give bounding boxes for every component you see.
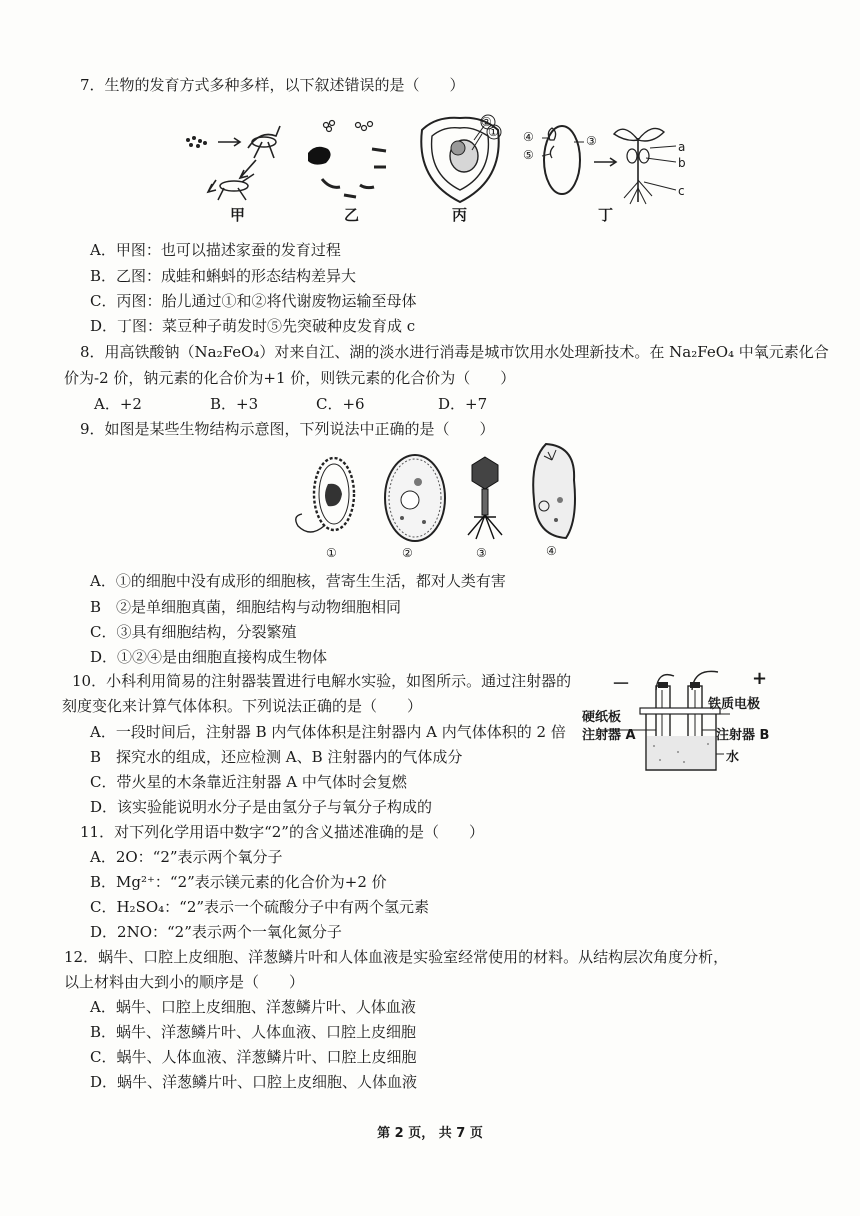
q7-figure-yi [300, 115, 395, 205]
q7-mark-4: ④ [523, 130, 534, 144]
q9-label-3: ③ [476, 546, 487, 560]
q7-mark-2: ② [481, 115, 492, 129]
q8-line1: 8．用高铁酸钠（Na₂FeO₄）对来自江、湖的淡水进行消毒是城市饮用水处理新技术。在 Na₂FeO₄ 中氧元素化合 [80, 343, 829, 361]
q9-figure-protozoan [526, 440, 584, 542]
q11-option-b: B．Mg²⁺：“2”表示镁元素的化合价为+2 价 [90, 873, 387, 891]
q10-water-label: 水 [726, 750, 740, 765]
q7-mark-c: c [678, 184, 685, 198]
page-number-footer: 第 2 页， 共 7 页 [377, 1126, 483, 1141]
q8-option-b: B．+3 [210, 395, 259, 413]
q10-syringe-b-label: 注射器 B [716, 728, 770, 743]
q10-option-b: B 探究水的组成，还应检测 A、B 注射器内的气体成分 [90, 748, 463, 766]
q12-option-b: B．蜗牛、洋葱鳞片叶、人体血液、口腔上皮细胞 [90, 1023, 417, 1041]
q7-mark-a: a [678, 140, 686, 154]
q8-option-c: C．+6 [316, 395, 365, 413]
q9-figure-yeast [382, 452, 448, 544]
q10-board-label: 硬纸板 [582, 710, 622, 725]
q7-option-a: A．甲图：也可以描述家蚕的发育过程 [90, 241, 341, 259]
q9-option-d: D．①②④是由细胞直接构成生物体 [90, 648, 328, 666]
q10-line1: 10．小科利用简易的注射器装置进行电解水实验，如图所示。通过注射器的 [72, 672, 572, 690]
q10-line2: 刻度变化来计算气体体积。下列说法正确的是（ ） [62, 697, 423, 715]
q9-figure-phage [462, 455, 508, 541]
q12-option-c: C．蜗牛、人体血液、洋葱鳞片叶、口腔上皮细胞 [90, 1048, 417, 1066]
q7-caption-yi: 乙 [344, 206, 360, 224]
q7-option-b: B．乙图：成蛙和蝌蚪的形态结构差异大 [90, 267, 357, 285]
q7-mark-5: ⑤ [523, 148, 534, 162]
q9-stem: 9．如图是某些生物结构示意图，下列说法中正确的是（ ） [80, 420, 495, 438]
q8-option-d: D．+7 [438, 395, 488, 413]
q8-option-a: A．+2 [94, 395, 142, 413]
q7-caption-ding: 丁 [598, 206, 614, 224]
q11-option-a: A．2O：“2”表示两个氧分子 [90, 848, 283, 866]
q7-figure-jia [180, 118, 290, 208]
q12-line1: 12．蜗牛、口腔上皮细胞、洋葱鳞片叶和人体血液是实验室经常使用的材料。从结构层次角度分析， [64, 948, 729, 966]
q9-label-1: ① [326, 546, 337, 560]
q7-mark-1: ① [488, 125, 499, 139]
q7-caption-jia: 甲 [230, 206, 246, 224]
q9-label-4: ④ [546, 544, 557, 558]
q11-stem: 11．对下列化学用语中数字“2”的含义描述准确的是（ ） [80, 823, 484, 841]
q9-option-c: C．③具有细胞结构，分裂繁殖 [90, 623, 297, 641]
q10-option-a: A．一段时间后，注射器 B 内气体体积是注射器内 A 内气体体积的 2 倍 [90, 723, 566, 741]
q7-option-c: C．丙图：胎儿通过①和②将代谢废物运输至母体 [90, 292, 417, 310]
q12-option-d: D．蜗牛、洋葱鳞片叶、口腔上皮细胞、人体血液 [90, 1073, 418, 1091]
q10-plus-sign: + [752, 668, 768, 689]
q11-option-c: C．H₂SO₄：“2”表示一个硫酸分子中有两个氢元素 [90, 898, 430, 916]
q7-option-d: D．丁图：菜豆种子萌发时⑤先突破种皮发育成 c [90, 317, 416, 335]
q9-label-2: ② [402, 546, 413, 560]
q9-option-a: A．①的细胞中没有成形的细胞核，营寄生生活，都对人类有害 [90, 572, 506, 590]
q10-option-d: D．该实验能说明水分子是由氢分子与氧分子构成的 [90, 798, 433, 816]
q8-line2: 价为-2 价，钠元素的化合价为+1 价，则铁元素的化合价为（ ） [64, 369, 516, 387]
q10-option-c: C．带火星的木条靠近注射器 A 中气体时会复燃 [90, 773, 407, 791]
q12-option-a: A．蜗牛、口腔上皮细胞、洋葱鳞片叶、人体血液 [90, 998, 416, 1016]
q9-figure-bacterium [290, 454, 360, 544]
q7-figure-ding [520, 118, 690, 208]
q7-caption-bing: 丙 [452, 206, 468, 224]
q7-mark-b: b [678, 156, 686, 170]
q7-mark-3: ③ [586, 134, 597, 148]
q12-line2: 以上材料由大到小的顺序是（ ） [64, 973, 305, 991]
q9-option-b: B ②是单细胞真菌，细胞结构与动物细胞相同 [90, 598, 402, 616]
q7-stem: 7．生物的发育方式多种多样，以下叙述错误的是（ ） [80, 76, 465, 94]
q11-option-d: D．2NO：“2”表示两个一氧化氮分子 [90, 923, 342, 941]
q10-minus-sign: － [612, 674, 630, 695]
q10-electrode-label: 铁质电极 [708, 697, 761, 712]
q10-syringe-a-label: 注射器 A [582, 728, 636, 743]
